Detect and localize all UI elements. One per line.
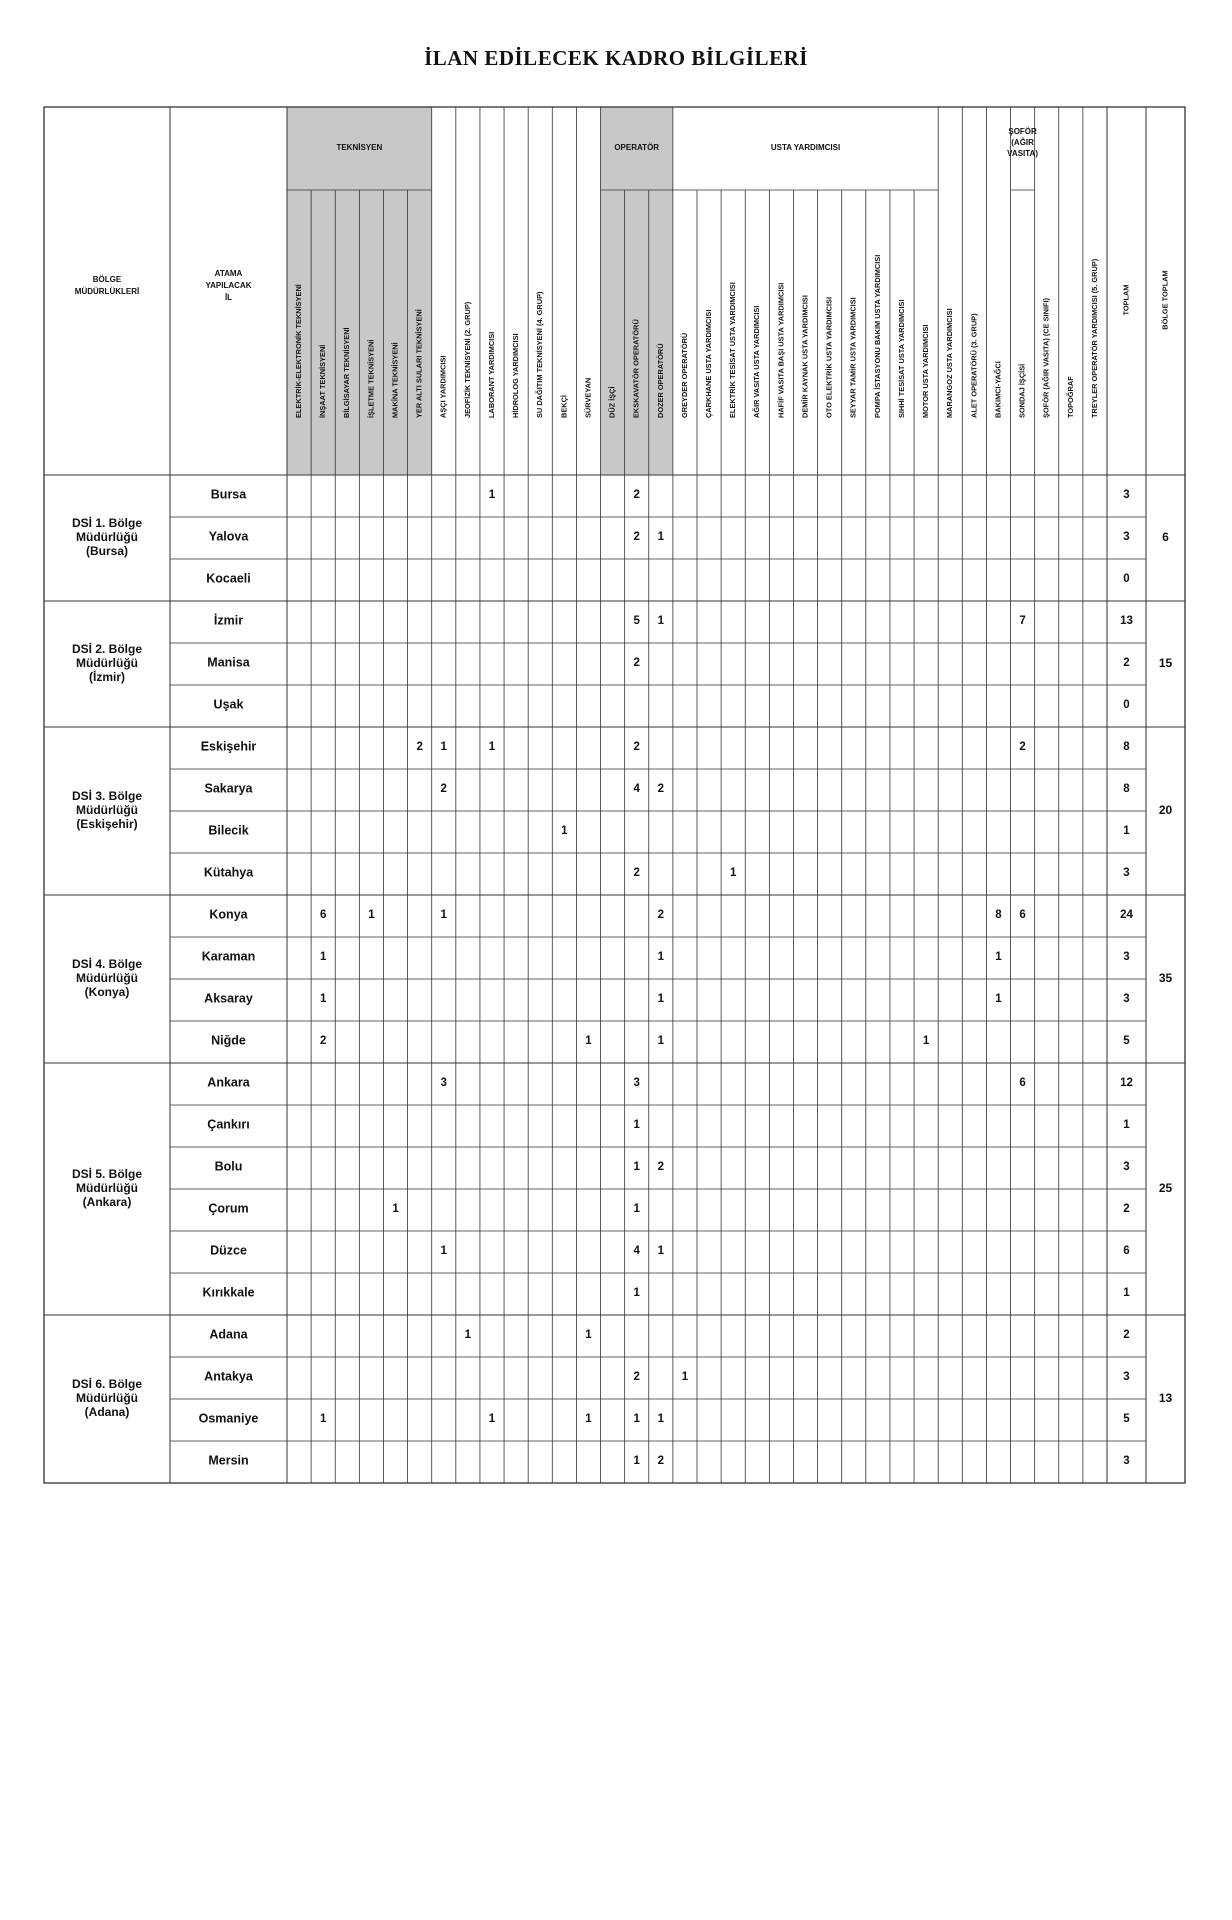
row-total: 6 (1123, 1245, 1130, 1258)
region-name: Müdürlüğü (76, 971, 138, 986)
row-total: 1 (1123, 825, 1130, 838)
table-cell: 1 (585, 1413, 592, 1426)
column-header: DÜZ İŞÇİ (607, 386, 617, 418)
region-name: (Eskişehir) (76, 817, 138, 832)
table-cell: 5 (633, 615, 640, 628)
column-header: İŞLETME TEKNİSYENİ (366, 339, 376, 418)
row-total: 0 (1123, 699, 1130, 712)
column-header: TREYLER OPERATÖR YARDIMCISI (5. GRUP) (1089, 258, 1099, 418)
region-total: 25 (1158, 1181, 1173, 1196)
region-name: Müdürlüğü (76, 1181, 138, 1196)
region-name: DSİ 6. Bölge (71, 1377, 143, 1392)
province-col-header: İL (224, 293, 233, 303)
row-total: 3 (1123, 867, 1130, 880)
column-header: HAFİF VASITA BAŞI USTA YARDIMCISI (776, 282, 786, 418)
table-cell: 2 (416, 741, 423, 754)
group-label: (AĞIR (1011, 138, 1034, 148)
table-cell: 8 (995, 909, 1002, 922)
region-name: Müdürlüğü (76, 530, 138, 545)
page-title: İLAN EDİLECEK KADRO BİLGİLERİ (424, 46, 808, 70)
table-cell: 1 (464, 1329, 472, 1342)
table-cell: 2 (319, 1035, 327, 1048)
region-name: Müdürlüğü (76, 803, 138, 818)
column-header: ELEKTRİK TESİSAT USTA YARDIMCISI (728, 282, 738, 418)
column-header: AŞÇI YARDIMCISI (438, 355, 448, 418)
province-name: Niğde (211, 1033, 246, 1048)
region-col-header: BÖLGE (92, 275, 122, 285)
province-name: Yalova (208, 529, 249, 544)
region-total: 13 (1158, 1391, 1173, 1406)
region-name: (Bursa) (85, 544, 129, 559)
province-name: İzmir (213, 613, 244, 628)
column-header: SÜRVEYAN (583, 377, 593, 418)
table-cell: 6 (319, 909, 327, 922)
row-total: 8 (1123, 783, 1130, 796)
column-header: BİLGİSAYAR TEKNİSYENİ (342, 327, 352, 418)
region-name: (Konya) (84, 985, 130, 1000)
column-header: GREYDER OPERATÖRÜ (679, 332, 689, 418)
row-total: 3 (1123, 1371, 1130, 1384)
total-col-header: TOPLAM (1121, 284, 1131, 316)
province-col-header: ATAMA (214, 269, 243, 279)
column-header: DEMİR KAYNAK USTA YARDIMCISI (800, 295, 810, 418)
row-total: 3 (1123, 1161, 1130, 1174)
row-total: 3 (1123, 993, 1130, 1006)
table-cell: 1 (657, 993, 665, 1006)
column-header: HİDROLOG YARDIMCISI (511, 333, 521, 418)
region-col-header: MÜDÜRLÜKLERİ (74, 287, 140, 297)
row-total: 0 (1123, 573, 1130, 586)
column-header: OTO ELEKTRİK USTA YARDIMCISI (824, 297, 834, 418)
column-header: SEYYAR TAMİR USTA YARDIMCISI (848, 297, 858, 418)
province-name: Çankırı (207, 1117, 250, 1132)
column-header: ELEKTRİK-ELEKTRONİK TEKNİSYENİ (294, 284, 304, 418)
table-cell: 2 (633, 531, 640, 544)
table-cell: 3 (440, 1077, 447, 1090)
table-cell: 1 (657, 615, 665, 628)
table-cell: 6 (1019, 909, 1026, 922)
table-cell: 2 (633, 657, 640, 670)
province-name: Bolu (214, 1159, 243, 1174)
province-name: Bilecik (208, 823, 249, 838)
region-name: (Adana) (84, 1405, 130, 1420)
row-total: 2 (1123, 1329, 1130, 1342)
region-name: (Ankara) (82, 1195, 132, 1210)
region-name: Müdürlüğü (76, 656, 138, 671)
province-name: Düzce (210, 1243, 247, 1258)
province-name: Eskişehir (200, 739, 257, 754)
table-cell: 1 (440, 741, 447, 754)
table-cell: 1 (995, 993, 1002, 1006)
region-name: DSİ 2. Bölge (71, 642, 143, 657)
row-total: 5 (1123, 1035, 1130, 1048)
table-cell: 1 (657, 1245, 665, 1258)
table-cell: 2 (440, 783, 447, 796)
province-name: Ankara (207, 1075, 250, 1090)
province-name: Kocaeli (206, 571, 251, 586)
table-cell: 1 (392, 1203, 399, 1216)
column-header: İNŞAAT TEKNİSYENİ (318, 344, 328, 418)
table-cell: 1 (319, 993, 327, 1006)
province-name: Konya (209, 907, 248, 922)
region-name: DSİ 3. Bölge (71, 789, 143, 804)
table-cell: 1 (440, 909, 447, 922)
row-total: 3 (1123, 489, 1130, 502)
row-total: 3 (1123, 531, 1130, 544)
table-cell: 1 (657, 951, 665, 964)
region-name: DSİ 4. Bölge (71, 957, 143, 972)
table-cell: 1 (319, 951, 327, 964)
region-total: 20 (1158, 803, 1173, 818)
region-name: Müdürlüğü (76, 1391, 138, 1406)
column-header: BAKIMCI-YAĞCI (993, 361, 1003, 418)
table-cell: 1 (657, 531, 665, 544)
column-header: POMPA İSTASYONU BAKIM USTA YARDIMCISI (872, 254, 882, 418)
group-label: OPERATÖR (614, 143, 660, 153)
row-total: 13 (1120, 615, 1133, 628)
province-name: Uşak (213, 697, 244, 712)
table-cell: 1 (657, 1035, 665, 1048)
table-cell: 2 (657, 909, 665, 922)
column-header: MAKİNA TEKNİSYENİ (390, 342, 400, 418)
column-header: TOPOĞRAF (1065, 376, 1075, 418)
table-cell: 7 (1019, 615, 1026, 628)
column-header: JEOFİZİK TEKNİSYENİ (2. GRUP) (462, 301, 472, 418)
column-header: SU DAĞITIM TEKNİSYENİ (4. GRUP) (535, 291, 545, 418)
table-cell: 2 (657, 1161, 665, 1174)
table-cell: 1 (729, 867, 737, 880)
province-name: Osmaniye (198, 1411, 259, 1426)
table-cell: 1 (319, 1413, 327, 1426)
row-total: 3 (1123, 951, 1130, 964)
group-label: TEKNİSYEN (336, 143, 383, 153)
table-cell: 1 (440, 1245, 447, 1258)
column-header: SONDAJ İŞÇİSİ (1017, 363, 1027, 418)
table-cell: 2 (633, 867, 640, 880)
group-label: VASITA) (1007, 149, 1038, 159)
table-cell: 2 (633, 489, 640, 502)
row-total: 5 (1123, 1413, 1130, 1426)
column-header: DOZER OPERATÖRÜ (655, 343, 665, 418)
row-total: 2 (1123, 657, 1130, 670)
province-name: Kütahya (203, 865, 254, 880)
table-cell: 1 (657, 1413, 665, 1426)
region-total: 6 (1162, 530, 1169, 545)
row-total: 12 (1120, 1077, 1133, 1090)
table-cell: 1 (633, 1203, 640, 1216)
province-name: Çorum (208, 1201, 249, 1216)
region-name: (İzmir) (89, 670, 125, 685)
table-cell: 1 (633, 1455, 640, 1468)
province-name: Aksaray (204, 991, 253, 1006)
column-header: ALET OPERATÖRÜ (3. GRUP) (969, 313, 979, 418)
column-header: YER ALTI SULARI TEKNİSYENİ (414, 309, 424, 418)
table-cell: 1 (633, 1161, 640, 1174)
row-total: 8 (1123, 741, 1130, 754)
row-total: 1 (1123, 1287, 1130, 1300)
table-cell: 4 (633, 783, 640, 796)
province-name: Manisa (207, 655, 250, 670)
province-name: Sakarya (204, 781, 253, 796)
table-cell: 1 (488, 1413, 496, 1426)
table-cell: 1 (922, 1035, 930, 1048)
table-cell: 1 (585, 1035, 592, 1048)
row-total: 24 (1120, 909, 1133, 922)
table-cell: 1 (681, 1371, 689, 1384)
column-header: BEKÇİ (559, 395, 569, 418)
table-cell: 1 (488, 489, 496, 502)
column-header: ŞOFÖR (AĞIR VASITA) (CE SINIFI) (1041, 297, 1051, 418)
province-name: Kırıkkale (202, 1285, 255, 1300)
region-name: DSİ 5. Bölge (71, 1167, 143, 1182)
table-cell: 2 (633, 1371, 640, 1384)
province-name: Antakya (204, 1369, 253, 1384)
column-header: MOTOR USTA YARDIMCISI (921, 324, 931, 418)
table-cell: 2 (633, 741, 640, 754)
table-cell: 1 (488, 741, 496, 754)
region-total-col-header: BÖLGE TOPLAM (1160, 270, 1170, 330)
table-cell: 1 (368, 909, 375, 922)
row-total: 3 (1123, 1455, 1130, 1468)
column-header: LABORANT YARDIMCISI (486, 331, 496, 418)
table-cell: 1 (561, 825, 568, 838)
column-header: AĞIR VASITA USTA YARDIMCISI (752, 305, 762, 418)
column-header: EKSKAVATÖR OPERATÖRÜ (631, 319, 641, 418)
row-total: 1 (1123, 1119, 1130, 1132)
row-total: 2 (1123, 1203, 1130, 1216)
region-name: DSİ 1. Bölge (71, 516, 143, 531)
table-cell: 1 (585, 1329, 592, 1342)
table-cell: 1 (633, 1287, 640, 1300)
table-cell: 1 (995, 951, 1002, 964)
table-cell: 2 (1019, 741, 1026, 754)
table-cell: 4 (633, 1245, 640, 1258)
group-label: USTA YARDIMCISI (770, 143, 841, 153)
table-cell: 1 (633, 1119, 640, 1132)
group-label: ŞOFÖR (1008, 127, 1037, 137)
column-header: SIHHİ TESİSAT USTA YARDIMCISI (896, 299, 906, 418)
table-cell: 3 (633, 1077, 640, 1090)
region-total: 35 (1158, 971, 1173, 986)
province-name: Bursa (210, 487, 247, 502)
table-cell: 2 (657, 783, 665, 796)
province-name: Mersin (208, 1453, 249, 1468)
column-header: ÇARKHANE USTA YARDIMCISI (704, 309, 714, 418)
table-cell: 1 (633, 1413, 640, 1426)
province-name: Karaman (201, 949, 256, 964)
province-name: Adana (209, 1327, 248, 1342)
column-header: MARANGOZ USTA YARDIMCISI (945, 308, 955, 418)
region-total: 15 (1158, 656, 1173, 671)
table-cell: 2 (657, 1455, 665, 1468)
province-col-header: YAPILACAK (205, 281, 252, 291)
table-cell: 6 (1019, 1077, 1026, 1090)
